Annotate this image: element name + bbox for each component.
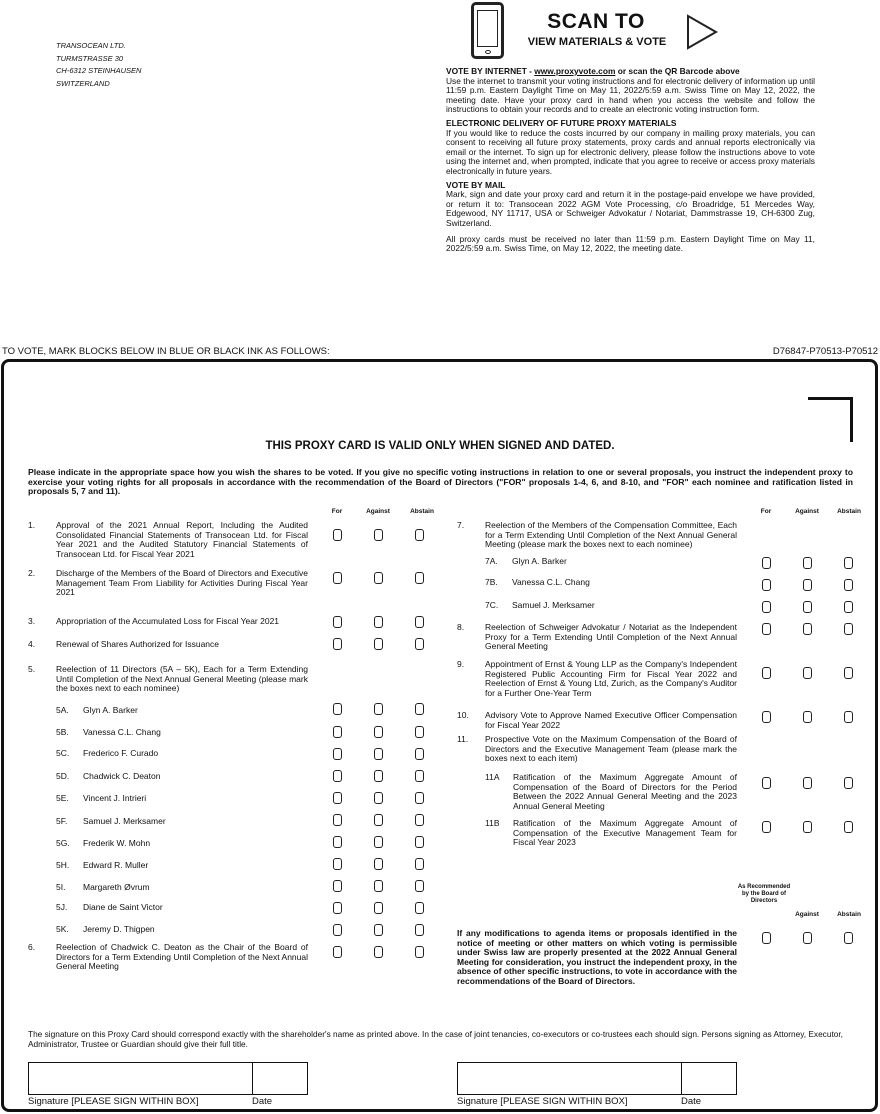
control-number: D76847-P70513-P70512: [772, 346, 878, 357]
checkbox-for[interactable]: [333, 529, 342, 541]
date-box[interactable]: [681, 1062, 737, 1095]
checkbox-against[interactable]: [374, 858, 383, 870]
nominee-number: 5H.: [56, 860, 70, 870]
checkbox-for[interactable]: [333, 836, 342, 848]
nominee-name: Frederik W. Mohn: [83, 838, 151, 848]
proposal-number: 5.: [28, 664, 36, 674]
checkbox-for[interactable]: [762, 601, 771, 613]
checkbox-abstain[interactable]: [415, 946, 424, 958]
checkbox-abstain[interactable]: [844, 711, 853, 723]
nominee-name: Jeremy D. Thigpen: [83, 924, 155, 934]
col-header-against: Against: [795, 911, 819, 918]
signature-note: The signature on this Proxy Card should correspond exactly with the shareholder's name as printed above. In the case of joint tenancies, co-executors or co-trustees each should sign. Persons signing as Attorney, Executor, Administrator, Trustee or Guardian should give their full title.: [28, 1029, 843, 1049]
checkbox-abstain[interactable]: [844, 623, 853, 635]
proposal-number: 4.: [28, 639, 36, 649]
proposal-text: Reelection of the Members of the Compensation Committee, Each for a Term Extending Until Completion of the Next Annual General Meeting (please mark the boxes next to each nominee): [485, 520, 737, 550]
nominee-number: 7C.: [485, 600, 499, 610]
play-arrow-icon: [686, 14, 718, 50]
checkbox-for[interactable]: [762, 579, 771, 591]
checkbox-abstain[interactable]: [415, 748, 424, 760]
modification-instruction: If any modifications to agenda items or proposals identified in the notice of meeting or other matters on which voting is permissible under Swiss law are properly presented at the 2022 Annual General Meeting for consideration, you instruct the independent proxy, in the absence of other specific instructions, to vote in accordance with the recommendations of the Board of Directors.: [457, 928, 737, 986]
intro-paragraph: Please indicate in the appropriate space how you wish the shares to be voted. If you give no specific voting instructions in relation to one or several proposals, you instruct the independent proxy to exercise your voting rights for all proposals in accordance with the recommendation of the Board of Directors ("FOR" proposals 1-4, 6, and 8-10, and "FOR" each nominee and ratification listed in proposals 5, 7 and 11).: [28, 467, 853, 497]
date-label: Date: [681, 1096, 702, 1107]
electronic-delivery-heading: ELECTRONIC DELIVERY OF FUTURE PROXY MATERIALS: [446, 117, 677, 128]
nominee-name: Samuel J. Merksamer: [512, 600, 595, 610]
checkbox-against[interactable]: [374, 748, 383, 760]
checkbox-abstain[interactable]: [415, 770, 424, 782]
valid-notice: THIS PROXY CARD IS VALID ONLY WHEN SIGNED AND DATED.: [265, 440, 615, 452]
checkbox-against[interactable]: [374, 529, 383, 541]
col-header-for: For: [760, 508, 772, 515]
nominee-name: Vanessa C.L. Chang: [83, 727, 161, 737]
proposal-text: Approval of the 2021 Annual Report, Including the Audited Consolidated Financial Statements of Transocean Ltd. for Fiscal Year 2021 and the Audited Statutory Financial Statements of Transocean Ltd. for Fiscal Year 2021: [56, 520, 308, 559]
checkbox-abstain[interactable]: [415, 638, 424, 650]
proposal-text: Ratification of the Maximum Aggregate Amount of Compensation of the Executive Management Team for Fiscal Year 2023: [513, 818, 737, 848]
checkbox-abstain[interactable]: [415, 836, 424, 848]
checkbox-for[interactable]: [333, 703, 342, 715]
proposal-number: 11A: [485, 772, 500, 782]
address-line: TURMSTRASSE 30: [56, 53, 124, 63]
col-header-against: Against: [366, 508, 390, 515]
checkbox-abstain[interactable]: [844, 557, 853, 569]
checkbox-for[interactable]: [333, 924, 342, 936]
nominee-name: Samuel J. Merksamer: [83, 816, 166, 826]
proposal-text: Discharge of the Members of the Board of Directors and Executive Management Team From Liability for Activities During Fiscal Year 2021: [56, 568, 308, 598]
nominee-name: Margareth Øvrum: [83, 882, 150, 892]
checkbox-against[interactable]: [803, 601, 812, 613]
proposal-text: Reelection of Chadwick C. Deaton as the Chair of the Board of Directors for a Term Extending Until Completion of the Next Annual General Meeting: [56, 942, 308, 972]
company-address: [56, 40, 141, 90]
proposal-text: Ratification of the Maximum Aggregate Amount of Compensation of the Board of Directors for the Period Between the 2022 Annual General Meeting and the 2023 Annual General Meeting: [513, 772, 737, 811]
signature-label: Signature [PLEASE SIGN WITHIN BOX]: [457, 1096, 628, 1107]
nominee-name: Chadwick C. Deaton: [83, 771, 161, 781]
checkbox-against[interactable]: [803, 667, 812, 679]
proposal-text: Advisory Vote to Approve Named Executive Officer Compensation for Fiscal Year 2022: [485, 710, 737, 730]
checkbox-for[interactable]: [333, 858, 342, 870]
signature-box[interactable]: [457, 1062, 682, 1095]
checkbox-abstain[interactable]: [844, 777, 853, 789]
checkbox-abstain[interactable]: [844, 579, 853, 591]
checkbox-against[interactable]: [803, 821, 812, 833]
nominee-number: 5I.: [56, 882, 66, 892]
nominee-number: 5F.: [56, 816, 68, 826]
checkbox-abstain[interactable]: [415, 726, 424, 738]
checkbox-abstain[interactable]: [415, 616, 424, 628]
checkbox-against[interactable]: [374, 770, 383, 782]
nominee-number: 5E.: [56, 793, 69, 803]
checkbox-for[interactable]: [333, 946, 342, 958]
checkbox-abstain[interactable]: [415, 529, 424, 541]
col-header-abstain: Abstain: [837, 911, 861, 918]
checkbox-for[interactable]: [333, 814, 342, 826]
checkbox-for[interactable]: [333, 726, 342, 738]
vote-mail-heading: VOTE BY MAIL: [446, 179, 506, 190]
address-line: SWITZERLAND: [56, 78, 110, 88]
checkbox-abstain[interactable]: [415, 902, 424, 914]
phone-icon: [471, 2, 504, 59]
proposal-number: 3.: [28, 616, 36, 626]
checkbox-against[interactable]: [803, 777, 812, 789]
checkbox-against[interactable]: [803, 579, 812, 591]
checkbox-against[interactable]: [803, 557, 812, 569]
checkbox-for[interactable]: [762, 557, 771, 569]
checkbox-abstain[interactable]: [844, 932, 853, 944]
checkbox-abstain[interactable]: [415, 572, 424, 584]
signature-label: Signature [PLEASE SIGN WITHIN BOX]: [28, 1096, 199, 1107]
proxyvote-link[interactable]: www.proxyvote.com: [534, 66, 616, 76]
col-header-abstain: Abstain: [410, 508, 434, 515]
vote-internet-heading: VOTE BY INTERNET - www.proxyvote.com or scan the QR Barcode above: [446, 66, 740, 76]
checkbox-against[interactable]: [374, 924, 383, 936]
to-vote-instruction: TO VOTE, MARK BLOCKS BELOW IN BLUE OR BLACK INK AS FOLLOWS:: [2, 346, 330, 357]
proposal-number: 11.: [457, 734, 469, 744]
checkbox-against[interactable]: [374, 946, 383, 958]
checkbox-recommended[interactable]: [762, 932, 771, 944]
checkbox-for[interactable]: [333, 748, 342, 760]
checkbox-for[interactable]: [762, 623, 771, 635]
checkbox-against[interactable]: [374, 638, 383, 650]
checkbox-abstain[interactable]: [415, 792, 424, 804]
address-line: TRANSOCEAN LTD.: [56, 41, 126, 50]
nominee-number: 5G.: [56, 838, 70, 848]
checkbox-for[interactable]: [333, 880, 342, 892]
nominee-number: 5C.: [56, 748, 70, 758]
checkbox-for[interactable]: [333, 638, 342, 650]
checkbox-abstain[interactable]: [415, 703, 424, 715]
checkbox-against[interactable]: [803, 711, 812, 723]
proposal-number: 8.: [457, 622, 465, 632]
checkbox-against[interactable]: [803, 932, 812, 944]
checkbox-against[interactable]: [374, 836, 383, 848]
col-header-abstain: Abstain: [837, 508, 861, 515]
nominee-number: 7A.: [485, 556, 498, 566]
nominee-name: Diane de Saint Victor: [83, 902, 163, 912]
electronic-delivery-body: If you would like to reduce the costs incurred by our company in mailing proxy materials, you can consent to receiving all future proxy statements, proxy cards and annual reports electronically via email or the internet. To sign up for electronic delivery, please follow the instructions above to vote using the internet and, when prompted, indicate that you agree to receive or access proxy materials electronically in future years.: [446, 127, 815, 176]
nominee-name: Frederico F. Curado: [83, 748, 159, 758]
checkbox-against[interactable]: [374, 880, 383, 892]
checkbox-abstain[interactable]: [844, 601, 853, 613]
scan-title: SCAN TO: [547, 10, 645, 33]
date-label: Date: [252, 1096, 273, 1107]
checkbox-against[interactable]: [374, 792, 383, 804]
checkbox-against[interactable]: [374, 726, 383, 738]
nominee-name: Vanessa C.L. Chang: [512, 577, 590, 587]
corner-mark: [808, 397, 853, 442]
proposal-text: Reelection of Schweiger Advokatur / Notariat as the Independent Proxy for a Term Extending Until Completion of the Next Annual General Meeting: [485, 622, 737, 652]
deadline-note: All proxy cards must be received no later than 11:59 p.m. Eastern Daylight Time on May 11, 2022/5:59 a.m. Swiss Time, on May 12, 2022, the meeting date.: [446, 233, 815, 254]
checkbox-abstain[interactable]: [415, 880, 424, 892]
proposal-number: 9.: [457, 659, 465, 669]
nominee-number: 7B.: [485, 577, 498, 587]
checkbox-against[interactable]: [374, 616, 383, 628]
nominee-number: 5J.: [56, 902, 68, 912]
checkbox-against[interactable]: [374, 902, 383, 914]
nominee-number: 5K.: [56, 924, 69, 934]
proposal-text: Appropriation of the Accumulated Loss for Fiscal Year 2021: [56, 616, 280, 626]
checkbox-abstain[interactable]: [844, 821, 853, 833]
checkbox-against[interactable]: [374, 703, 383, 715]
proposal-text: Reelection of 11 Directors (5A – 5K), Each for a Term Extending Until Completion of the Next Annual General Meeting (please mark the boxes next to each nominee): [56, 664, 308, 694]
proposal-number: 6.: [28, 942, 36, 952]
proposal-number: 2.: [28, 568, 36, 578]
nominee-name: Glyn A. Barker: [83, 705, 138, 715]
address-line: CH-6312 STEINHAUSEN: [56, 66, 142, 75]
signature-box[interactable]: [28, 1062, 253, 1095]
nominee-number: 5B.: [56, 727, 69, 737]
checkbox-for[interactable]: [762, 667, 771, 679]
checkbox-for[interactable]: [762, 821, 771, 833]
checkbox-against[interactable]: [374, 814, 383, 826]
nominee-name: Vincent J. Intrieri: [83, 793, 147, 803]
checkbox-for[interactable]: [333, 902, 342, 914]
proposal-number: 10.: [457, 710, 469, 720]
checkbox-for[interactable]: [333, 792, 342, 804]
checkbox-for[interactable]: [762, 711, 771, 723]
checkbox-abstain[interactable]: [415, 814, 424, 826]
nominee-number: 5A.: [56, 705, 69, 715]
proposal-number: 11B: [485, 818, 500, 828]
proposal-number: 1.: [28, 520, 36, 530]
nominee-name: Glyn A. Barker: [512, 556, 567, 566]
col-header-against: Against: [795, 508, 819, 515]
vote-internet-body: Use the internet to transmit your voting instructions and for electronic delivery of information up until 11:59 p.m. Eastern Daylight Time on May 11, 2022/5:59 a.m. Swiss Time on May 12, 2022, the meeting date. Have your proxy card in hand when you access the website and follow the instructions to obtain your records and to create an electronic voting instruction form.: [446, 75, 815, 115]
checkbox-abstain[interactable]: [415, 858, 424, 870]
checkbox-abstain[interactable]: [844, 667, 853, 679]
col-header-recommended: As Recommended by the Board of Directors: [737, 884, 791, 904]
checkbox-against[interactable]: [803, 623, 812, 635]
checkbox-against[interactable]: [374, 572, 383, 584]
checkbox-for[interactable]: [333, 572, 342, 584]
proposal-number: 7.: [457, 520, 465, 530]
scan-subtitle: VIEW MATERIALS & VOTE: [527, 36, 667, 48]
checkbox-for[interactable]: [333, 770, 342, 782]
proposal-text: Prospective Vote on the Maximum Compensation of the Board of Directors and the Executive Management Team (please mark the boxes next to each item): [485, 734, 737, 764]
nominee-number: 5D.: [56, 771, 70, 781]
checkbox-for[interactable]: [762, 777, 771, 789]
date-box[interactable]: [252, 1062, 308, 1095]
proposal-text: Renewal of Shares Authorized for Issuance: [56, 639, 220, 649]
nominee-name: Edward R. Muller: [83, 860, 149, 870]
checkbox-abstain[interactable]: [415, 924, 424, 936]
voting-instructions: [446, 67, 815, 258]
checkbox-for[interactable]: [333, 616, 342, 628]
vote-mail-body: Mark, sign and date your proxy card and return it in the postage-paid envelope we have provided, or return it to: Transocean 2022 AGM Vote Processing, c/o Broadridge, 51 Mercedes Way, Edgewood, NY 11717, USA or Schweiger Advokatur / Notariat, Dammstrasse 19, CH-6300 Zug, Switzerland.: [446, 189, 815, 228]
proposal-text: Appointment of Ernst & Young LLP as the Company's Independent Registered Public Accounting Firm for Fiscal Year 2022 and Reelection of Ernst & Young Ltd, Zurich, as the Company's Auditor for a Further One-Year Term: [485, 659, 737, 698]
col-header-for: For: [331, 508, 343, 515]
